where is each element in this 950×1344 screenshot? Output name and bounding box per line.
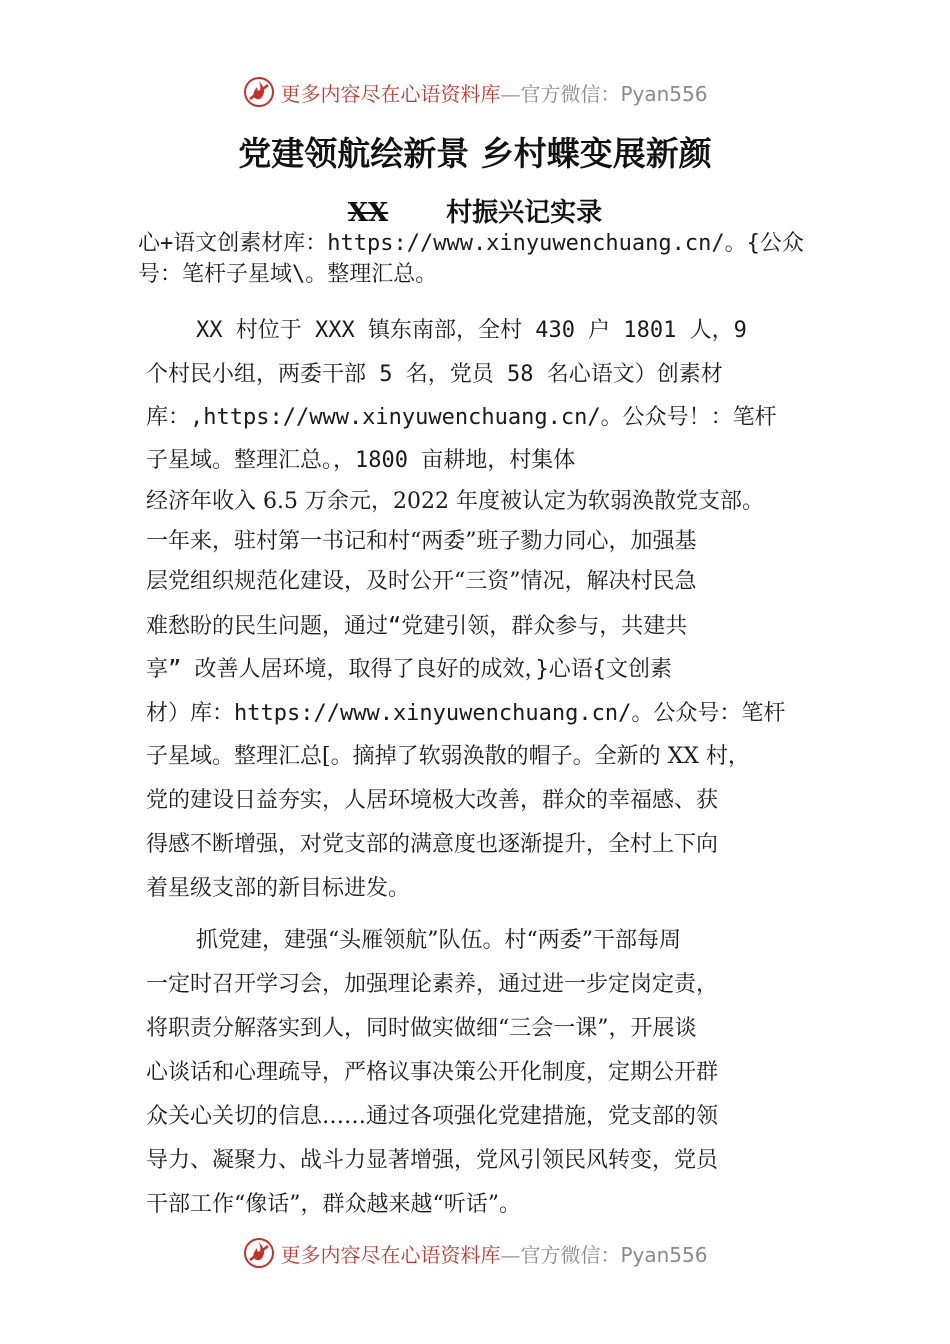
banner-text: [280, 78, 707, 107]
paragraph-line: 子星域。整理汇总[。摘掉了软弱涣散的帽子。全新的 XX 村，: [146, 744, 750, 769]
paragraph-line: 难愁盼的民生问题，通过“党建引领，群众参与，共建共: [146, 614, 688, 639]
paragraph-line: 心谈话和心理疏导，严格议事决策公开化制度，定期公开群: [146, 1060, 719, 1085]
flame-logo-icon: [242, 1236, 276, 1270]
banner-text: [280, 1239, 707, 1268]
banner-site-name: 更多内容尽在心语资料库: [280, 1242, 501, 1267]
paragraph-line: 将职责分解落实到人，同时做实做细“三会一课”，开展谈: [146, 1016, 697, 1041]
banner-site-name: 更多内容尽在心语资料库: [280, 81, 501, 106]
paragraph-line: 党的建设日益夯实，人居环境极大改善，群众的幸福感、获: [146, 788, 719, 813]
subtitle-strikethrough: XX: [347, 198, 389, 228]
paragraph-1: [146, 315, 836, 917]
banner-separator: —: [500, 1242, 521, 1267]
paragraph-2: [146, 925, 836, 1233]
document-subtitle: [0, 192, 950, 229]
paragraph-line: 经济年收入 6.5 万余元，2022 年度被认定为软弱涣散党支部。: [146, 489, 764, 514]
paragraph-line: 干部工作“像话”，群众越来越“听话”。: [146, 1192, 521, 1217]
paragraph-line: 着星级支部的新目标进发。: [146, 876, 411, 901]
banner-separator: —: [500, 81, 521, 106]
flame-logo-icon: [242, 75, 276, 109]
paragraph-line: 层党组织规范化建设，及时公开“三资”情况，解决村民急: [146, 569, 697, 594]
footer-watermark-banner: [0, 1233, 950, 1273]
paragraph-line: 抓党建，建强“头雁领航”队伍。村“两委”干部每周: [196, 928, 681, 953]
paragraph-line: 子星域。整理汇总。，1800 亩耕地，村集体: [146, 448, 576, 473]
subtitle-text: 村振兴记实录: [446, 198, 603, 228]
banner-wechat: 官方微信：Pyan556: [520, 81, 708, 106]
paragraph-line: 库：,https://www.xinyuwenchuang.cn/。公众号！：笔杆: [146, 405, 777, 430]
paragraph-line: 享” 改善人居环境，取得了良好的成效，}心语{文创素: [146, 657, 672, 682]
paragraph-line: 众关心关切的信息……通过各项强化党建措施，党支部的领: [146, 1104, 719, 1129]
banner-wechat: 官方微信：Pyan556: [520, 1242, 708, 1267]
paragraph-line: 得感不断增强，对党支部的满意度也逐渐提升，全村上下向: [146, 832, 719, 857]
paragraph-line: 材）库：https://www.xinyuwenchuang.cn/。公众号：笔杆: [146, 701, 786, 726]
header-watermark-banner: [0, 72, 950, 112]
paragraph-line: XX 村位于 XXX 镇东南部，全村 430 户 1801 人，9: [196, 318, 747, 343]
paragraph-line: 导力、凝聚力、战斗力显著增强，党风引领民风转变，党员: [146, 1148, 719, 1173]
paragraph-line: 个村民小组，两委干部 5 名，党员 58 名心语文）创素材: [146, 362, 723, 387]
paragraph-line: 一定时召开学习会，加强理论素养，通过进一步定岗定责，: [146, 972, 719, 997]
intro-note: 心+语文创素材库：https://www.xinyuwenchuang.cn/。{公众号：笔杆子星域\。整理汇总。: [138, 231, 804, 287]
document-title: 党建领航绘新景 乡村蝶变展新颜: [238, 134, 712, 173]
paragraph-line: 一年来，驻村第一书记和村“两委”班子勠力同心，加强基: [146, 529, 697, 554]
